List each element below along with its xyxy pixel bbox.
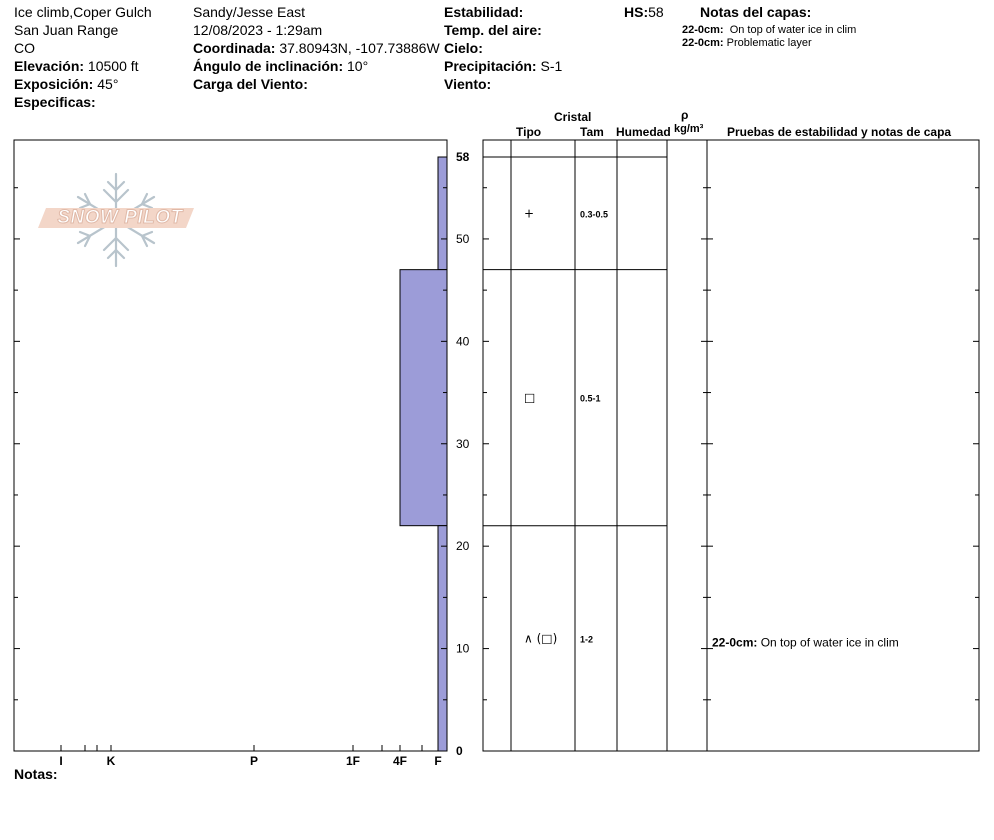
hardness-tick-label: F (434, 754, 442, 768)
rho-header: ρ (681, 108, 689, 122)
specifics-label: Especificas: (14, 94, 96, 110)
hardness-frame (14, 140, 447, 751)
y-tick-label: 10 (456, 641, 470, 656)
elevation-label: Elevación: (14, 58, 85, 74)
notes-label: Notas: (14, 766, 58, 782)
y-tick-label: 58 (456, 150, 470, 164)
crystal-type: ∧ (□) (524, 631, 558, 646)
layer-note-depth: 22-0cm: (682, 24, 724, 36)
hs-label: HS: (624, 4, 649, 20)
layer-note-text: On top of water ice in clim (729, 24, 857, 36)
tam-header: Tam (580, 125, 604, 139)
layer-note-depth: 22-0cm: (682, 37, 724, 49)
stability-label: Estabilidad: (444, 4, 524, 20)
air-temp-label: Temp. del aire: (444, 22, 542, 38)
crystal-type: + (524, 206, 535, 221)
logo-text: SNOW PILOT (57, 207, 183, 228)
crystal-size: 1-2 (580, 634, 594, 645)
wind-label: Viento: (444, 76, 492, 92)
humedad-header: Humedad (616, 125, 671, 139)
layer-note-text: Problematic layer (726, 37, 812, 49)
slope-value: 10° (347, 58, 369, 74)
hardness-bar (438, 526, 447, 751)
state: CO (14, 40, 35, 56)
coord-label: Coordinada: (193, 40, 276, 56)
coord-value: 37.80943N, -107.73886W (279, 40, 440, 56)
y-tick-label: 50 (456, 231, 470, 246)
layer-table-frame (483, 140, 979, 751)
crystal-type: □ (524, 390, 536, 405)
test-note-text: On top of water ice in clim (760, 635, 899, 650)
hardness-tick-label: I (59, 754, 63, 768)
range: San Juan Range (14, 22, 119, 38)
sky-label: Cielo: (444, 40, 483, 56)
crystal-size: 0.5-1 (580, 393, 601, 404)
y-tick-label: 30 (456, 436, 470, 451)
layer-notes-title: Notas del capas: (700, 4, 812, 20)
hardness-bar (400, 270, 447, 526)
wind-load-label: Carga del Viento: (193, 76, 308, 92)
hardness-tick-label: 1F (345, 754, 361, 768)
exposure-value: 45° (97, 76, 119, 92)
test-note (712, 636, 899, 650)
hardness-tick-label: 4F (392, 754, 408, 768)
observers: Sandy/Jesse East (193, 4, 306, 20)
exposure-label: Exposición: (14, 76, 94, 92)
y-tick-label: 20 (456, 539, 470, 554)
density-unit-header: kg/m³ (674, 123, 704, 135)
slope-label: Ángulo de inclinación: (193, 58, 344, 74)
elevation-value: 10500 ft (87, 58, 139, 74)
test-note-depth: 22-0cm: (712, 635, 761, 650)
hs-value: 58 (648, 4, 664, 20)
tests-header: Pruebas de estabilidad y notas de capa (727, 125, 952, 139)
precip-value: S-1 (540, 58, 563, 74)
datetime: 12/08/2023 - 1:29am (193, 22, 323, 38)
precip-label: Precipitación: (444, 58, 537, 74)
cristal-header: Cristal (554, 110, 592, 124)
hardness-tick-label: K (106, 754, 116, 768)
location: Ice climb,Coper Gulch (14, 4, 152, 20)
y-tick-label: 0 (456, 744, 463, 758)
crystal-size: 0.3-0.5 (580, 209, 609, 220)
tipo-header: Tipo (516, 125, 542, 139)
y-tick-label: 40 (456, 334, 470, 349)
hardness-tick-label: P (249, 754, 259, 768)
hardness-bar (438, 157, 447, 270)
